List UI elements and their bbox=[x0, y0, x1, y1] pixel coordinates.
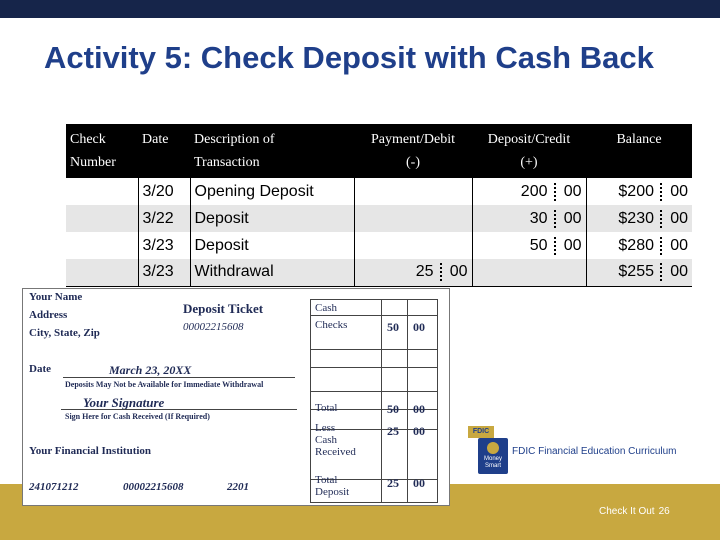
cell-balance: $280 00 bbox=[618, 236, 688, 254]
total-cents: 00 bbox=[413, 402, 425, 416]
label-cash: Cash bbox=[315, 302, 337, 314]
cell-date: 3/20 bbox=[138, 178, 190, 205]
ticket-date-label: Date bbox=[29, 363, 51, 375]
less-cents: 00 bbox=[413, 424, 425, 438]
cell-date: 3/23 bbox=[138, 259, 190, 286]
header-deposit: Deposit/Credit (+) bbox=[472, 124, 586, 178]
label-total: Total bbox=[315, 402, 338, 414]
ticket-signature: Your Signature bbox=[83, 395, 165, 410]
footer-note bbox=[599, 506, 670, 517]
footer-text: Check It Out bbox=[599, 506, 655, 517]
td-cents: 00 bbox=[413, 476, 425, 490]
register-header bbox=[66, 124, 692, 178]
less-dollars: 25 bbox=[387, 424, 399, 438]
cell-balance: $200 00 bbox=[618, 182, 688, 200]
cell-deposit bbox=[472, 259, 586, 286]
cell-description: Deposit bbox=[190, 232, 354, 259]
cell-balance: $230 00 bbox=[586, 205, 692, 232]
ticket-sign-note: Sign Here for Cash Received (If Required) bbox=[65, 412, 210, 421]
ticket-amount-grid bbox=[310, 299, 438, 503]
ticket-notice: Deposits May Not be Available for Immediate Withdrawal bbox=[65, 380, 264, 389]
cell-description: Deposit bbox=[190, 205, 354, 232]
cell-deposit: 30 00 bbox=[472, 205, 586, 232]
cell-payment bbox=[354, 178, 472, 205]
header-payment: Payment/Debit (-) bbox=[354, 124, 472, 178]
check-register bbox=[66, 124, 692, 287]
ticket-address: Address bbox=[29, 309, 68, 321]
ticket-institution: Your Financial Institution bbox=[29, 445, 152, 457]
cell-description: Opening Deposit bbox=[190, 178, 354, 205]
cell-payment bbox=[354, 205, 472, 232]
deposit-ticket bbox=[22, 288, 450, 506]
cell-check bbox=[66, 232, 138, 259]
table-row bbox=[66, 259, 692, 286]
cell-balance: $255 00 bbox=[586, 259, 692, 286]
cell-date: 3/22 bbox=[138, 205, 190, 232]
table-row bbox=[66, 178, 692, 205]
header-date: Date bbox=[138, 124, 190, 178]
cell-check bbox=[66, 259, 138, 286]
total-dollars: 50 bbox=[387, 402, 399, 416]
ticket-city: City, State, Zip bbox=[29, 327, 100, 339]
table-row bbox=[66, 232, 692, 259]
ticket-name: Your Name bbox=[29, 291, 83, 303]
checks-dollars: 50 bbox=[387, 320, 399, 334]
ticket-heading: Deposit Ticket bbox=[183, 301, 264, 316]
table-row bbox=[66, 205, 692, 232]
header-balance: Balance bbox=[586, 124, 692, 178]
cell-deposit: 200 00 bbox=[472, 178, 586, 205]
money-smart-icon: Money Smart bbox=[478, 438, 508, 474]
cell-description: Withdrawal bbox=[190, 259, 354, 286]
ticket-routing: 241071212 bbox=[29, 481, 79, 493]
page-number: 26 bbox=[658, 506, 670, 517]
cell-check bbox=[66, 178, 138, 205]
fdic-badge: FDIC bbox=[468, 426, 494, 438]
date-line bbox=[63, 377, 295, 378]
td-dollars: 25 bbox=[387, 476, 399, 490]
label-checks: Checks bbox=[315, 319, 348, 331]
cell-deposit: 50 00 bbox=[472, 232, 586, 259]
slide-title: Activity 5: Check Deposit with Cash Back bbox=[44, 40, 654, 75]
signature-line bbox=[61, 409, 297, 410]
cell-payment bbox=[354, 232, 472, 259]
checks-cents: 00 bbox=[413, 320, 425, 334]
label-total-deposit: Total Deposit bbox=[315, 474, 350, 498]
label-less-cash: Less Cash Received bbox=[315, 422, 356, 458]
ticket-check-number: 2201 bbox=[227, 481, 249, 493]
header-description: Description of Transaction bbox=[190, 124, 354, 178]
ticket-account-bottom: 00002215608 bbox=[123, 481, 184, 493]
cell-date: 3/23 bbox=[138, 232, 190, 259]
top-bar bbox=[0, 0, 720, 18]
cell-check bbox=[66, 205, 138, 232]
cell-payment: 25 00 bbox=[354, 259, 472, 286]
curriculum-label: FDIC Financial Education Curriculum bbox=[512, 446, 677, 457]
header-check-number: Check Number bbox=[66, 124, 138, 178]
ticket-date-value: March 23, 20XX bbox=[109, 363, 192, 377]
ticket-account: 00002215608 bbox=[183, 321, 244, 333]
